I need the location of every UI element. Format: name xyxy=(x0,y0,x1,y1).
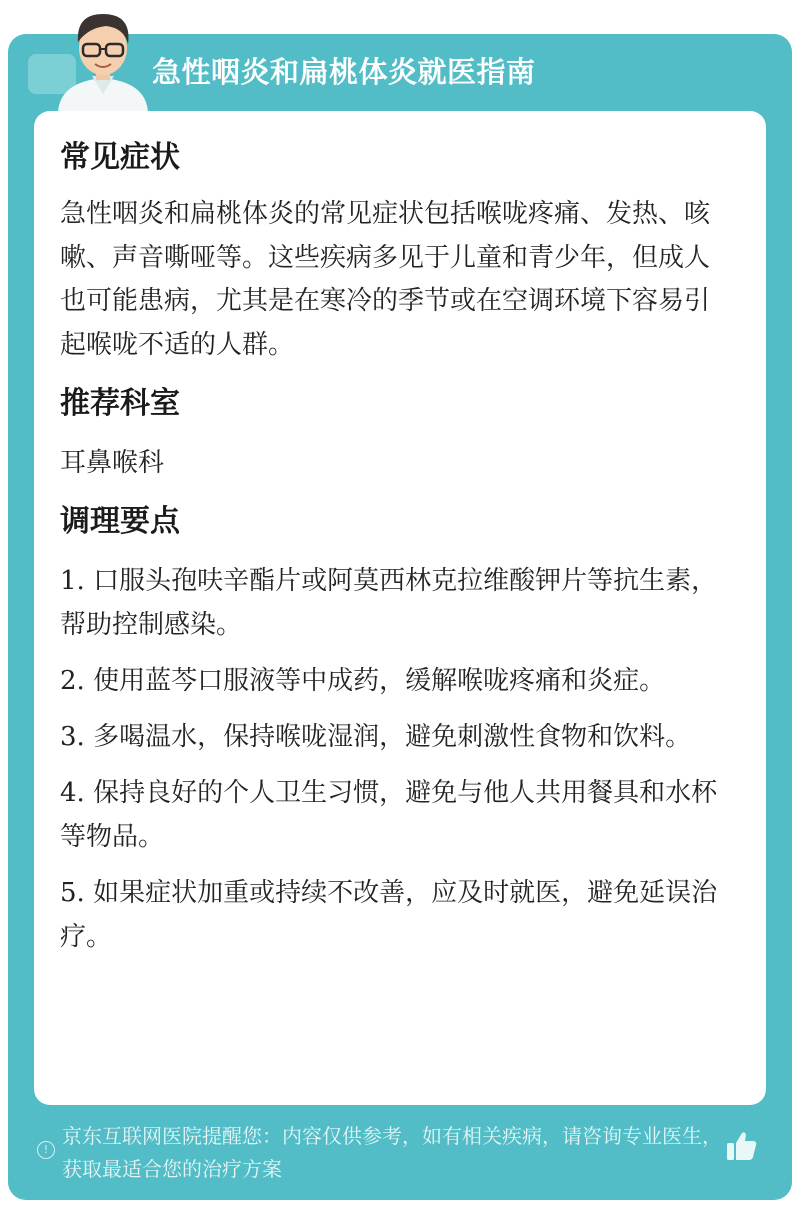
care-item-4 xyxy=(60,771,730,859)
care-item-text: 如果症状加重或持续不改善，应及时就医，避免延误治疗。 xyxy=(60,878,718,952)
care-item-3 xyxy=(60,715,730,759)
care-item-1 xyxy=(60,559,730,647)
thumbs-up-icon[interactable] xyxy=(724,1128,760,1164)
symptoms-heading: 常见症状 xyxy=(60,140,180,175)
symptoms-text: 急性咽炎和扁桃体炎的常见症状包括喉咙疼痛、发热、咳嗽、声音嘶哑等。这些疾病多见于儿童和青少年，但成人也可能患病，尤其是在寒冷的季节或在空调环境下容易引起喉咙不适的人群。 xyxy=(60,199,711,360)
care-item-number: 3. xyxy=(60,722,85,752)
care-item-text: 使用蓝芩口服液等中成药，缓解喉咙疼痛和炎症。 xyxy=(93,666,666,696)
department-heading: 推荐科室 xyxy=(60,386,180,421)
doctor-avatar xyxy=(48,2,158,112)
care-item-text: 口服头孢呋辛酯片或阿莫西林克拉维酸钾片等抗生素，帮助控制感染。 xyxy=(60,566,718,640)
care-item-2 xyxy=(60,659,730,703)
care-item-number: 4. xyxy=(60,778,85,808)
content-card xyxy=(34,111,766,1105)
content-body xyxy=(60,135,730,971)
care-item-5 xyxy=(60,871,730,959)
care-item-number: 5. xyxy=(60,878,85,908)
care-heading: 调理要点 xyxy=(60,504,180,539)
disclaimer-text: 京东互联网医院提醒您：内容仅供参考，如有相关疾病，请咨询专业医生，获取最适合您的治疗方案 xyxy=(62,1124,722,1181)
info-circle-icon: ! xyxy=(37,1141,55,1159)
care-item-number: 2. xyxy=(60,666,85,696)
care-item-text: 多喝温水，保持喉咙湿润，避免刺激性食物和饮料。 xyxy=(93,722,692,752)
department-text: 耳鼻喉科 xyxy=(60,448,165,478)
care-item-number: 1. xyxy=(60,566,85,596)
care-item-text: 保持良好的个人卫生习惯，避免与他人共用餐具和水杯等物品。 xyxy=(60,778,718,852)
page-title: 急性咽炎和扁桃体炎就医指南 xyxy=(152,55,536,89)
